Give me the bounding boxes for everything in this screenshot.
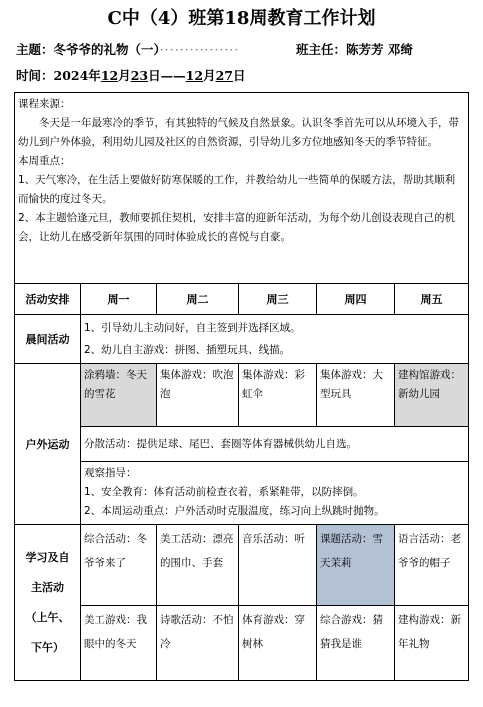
day-header: 周一 (81, 284, 157, 315)
outdoor-label: 户外运动 (15, 364, 81, 525)
theme-dots: ················ (159, 42, 240, 57)
morning-content (81, 315, 469, 364)
intro-cell (15, 93, 469, 284)
morning-row (15, 315, 469, 364)
outdoor-cell: 集体游戏：彩虹伞 (239, 364, 317, 427)
month-word-1: 月 (118, 68, 131, 83)
outdoor-row-2 (15, 427, 469, 462)
learning-cell: 美工活动：漂亮的围巾、手套 (157, 525, 239, 606)
learning-row-1 (15, 525, 469, 606)
focus-label: 本周重点： (18, 155, 71, 167)
focus-item-2: 2、本主题恰逢元旦，教师要抓住契机，安排丰富的迎新年活动，为每个幼儿创设表现自己的机会，让幼儿在感受新年氛围的同时体验成长的喜悦与自豪。 (18, 212, 456, 243)
date-separator: —— (160, 68, 186, 83)
day-header: 周三 (239, 284, 317, 315)
time-label: 时间： (16, 68, 54, 83)
learning-cell: 综合活动：冬爷爷来了 (81, 525, 157, 606)
intro-row (15, 93, 469, 284)
outdoor-cell: 集体游戏：吹泡泡 (157, 364, 239, 427)
learning-label (15, 525, 81, 681)
month-word-2: 月 (203, 68, 216, 83)
teacher-value: 陈芳芳 邓绮 (346, 42, 413, 57)
morning-line-1: 1、引导幼儿主动问好，自主签到并选择区域。 (84, 322, 301, 334)
morning-line-2: 2、幼儿自主游戏：拼图、插塑玩具、线描。 (84, 344, 291, 356)
time-line (16, 66, 246, 84)
day-header: 周二 (157, 284, 239, 315)
day-word-1: 日 (148, 68, 161, 83)
learning-label-line: 下午） (31, 640, 64, 654)
learning-row-2 (15, 606, 469, 681)
outdoor-row-3 (15, 462, 469, 525)
day-header-row (15, 284, 469, 315)
end-day: 27 (215, 68, 233, 83)
start-day: 23 (130, 68, 149, 83)
learning-cell: 课题活动：雪天茉莉 (317, 525, 395, 606)
learning-cell: 美工游戏：我眼中的冬天 (81, 606, 157, 681)
page-title: C中（4）班第18周教育工作计划 (107, 8, 376, 29)
outdoor-cell: 建构馆游戏：新幼儿园 (395, 364, 469, 427)
teacher-label: 班主任： (296, 42, 347, 57)
theme-value: 冬爷爷的礼物（一） (53, 42, 160, 57)
observe-item-1: 1、安全教育：体育活动前检查衣着，系紧鞋带，以防摔倒。 (84, 486, 364, 498)
outdoor-cell: 涂鸦墙：冬天的雪花 (81, 364, 157, 427)
morning-label: 晨间活动 (15, 315, 81, 364)
learning-cell: 音乐活动：听 (239, 525, 317, 606)
learning-label-line: （上午、 (25, 610, 70, 624)
learning-cell: 建构游戏：新年礼物 (395, 606, 469, 681)
theme-line (16, 40, 413, 58)
source-label: 课程来源： (18, 98, 71, 110)
outdoor-row-1 (15, 364, 469, 427)
theme-label: 主题： (16, 42, 54, 57)
day-header: 周四 (317, 284, 395, 315)
observe-item-2: 2、本周运动重点：户外活动时克服温度，练习向上纵跳时抛物。 (84, 505, 385, 517)
outdoor-cell: 集体游戏：大型玩具 (317, 364, 395, 427)
day-word-2: 日 (232, 68, 246, 83)
observe-label: 观察指导： (84, 467, 137, 479)
schedule-header-label: 活动安排 (15, 284, 81, 315)
start-month: 12 (100, 68, 119, 83)
teacher-block (296, 40, 413, 58)
learning-label-line: 学习及自 (25, 550, 70, 564)
learning-cell: 体育游戏：穿树林 (239, 606, 317, 681)
source-text: 冬天是一年最寒冷的季节，有其独特的气候及自然景象。认识冬季首先可以从环境入手，带幼儿到户外体验，利用幼儿园及社区的自然资源，引导幼儿多方位地感知冬天的季节特征。 (18, 117, 459, 148)
end-month: 12 (185, 68, 204, 83)
learning-label-line: 主活动 (31, 580, 64, 594)
time-year: 2024年 (53, 68, 101, 83)
learning-cell: 诗歌活动：不怕冷 (157, 606, 239, 681)
plan-table (14, 92, 469, 681)
learning-cell: 综合游戏：猜猜我是谁 (317, 606, 395, 681)
observe-guidance (81, 462, 469, 525)
learning-cell: 语言活动：老爷爷的帽子 (395, 525, 469, 606)
scatter-activity: 分散活动：提供足球、尾巴、套圈等体育器械供幼儿自选。 (81, 427, 469, 462)
day-header: 周五 (395, 284, 469, 315)
focus-item-1: 1、天气寒冷，在生活上要做好防寒保暖的工作，并教给幼儿一些简单的保暖方法，帮助其顺利而愉快的度过冬天。 (18, 174, 456, 205)
